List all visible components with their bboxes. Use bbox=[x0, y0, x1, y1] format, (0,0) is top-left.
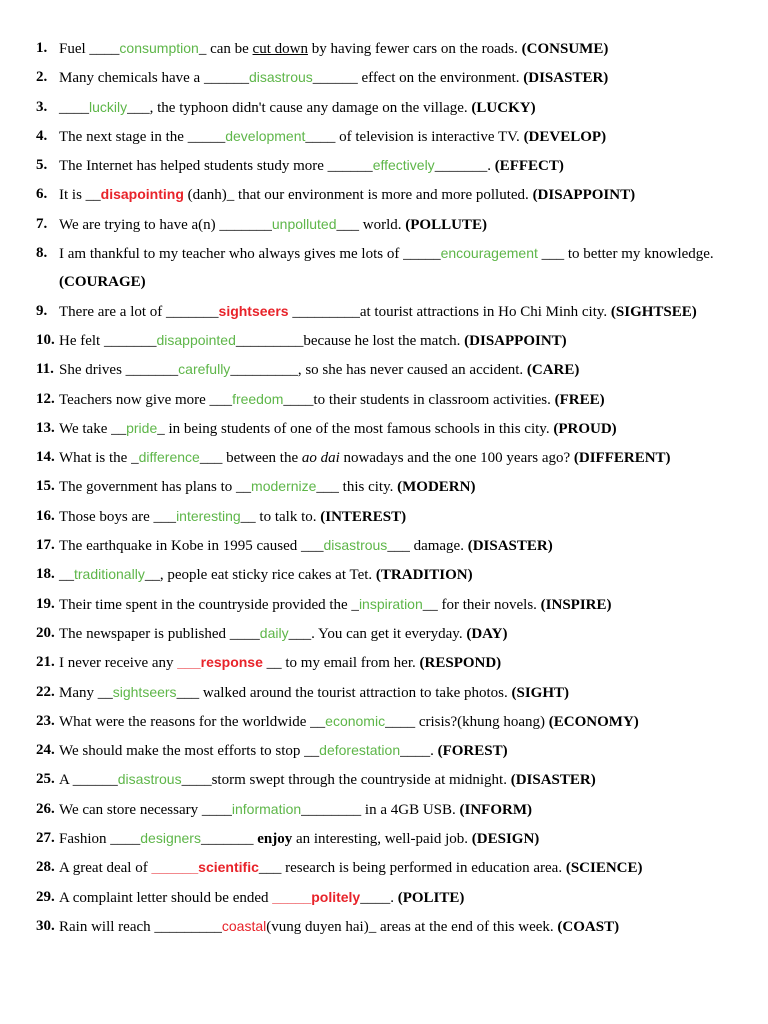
exercise-item bbox=[36, 34, 736, 63]
item-sentence bbox=[59, 912, 736, 941]
sentence-text: _ can be bbox=[198, 41, 253, 57]
item-number: 28. bbox=[36, 859, 55, 876]
word-hint: (COAST) bbox=[557, 918, 620, 935]
item-number: 11. bbox=[36, 361, 54, 378]
italic-text: ao dai bbox=[301, 450, 340, 467]
answer-text-red: ______scientific bbox=[151, 859, 259, 876]
sentence-text: _________, so she has never caused an accident. bbox=[230, 362, 527, 379]
item-sentence bbox=[59, 531, 736, 560]
answer-text: economic bbox=[325, 712, 386, 729]
answer-text: unpolluted bbox=[271, 215, 337, 232]
sentence-text: I am thankful to my teacher who always gives me lots of _____ bbox=[59, 246, 441, 263]
word-hint: (DISAPPOINT) bbox=[532, 187, 636, 204]
item-number: 10. bbox=[36, 331, 55, 348]
sentence-text: __ to talk to. bbox=[240, 508, 321, 525]
item-sentence bbox=[59, 502, 736, 531]
sentence-text: The next stage in the _____ bbox=[59, 128, 226, 145]
exercise-item bbox=[36, 414, 736, 443]
item-sentence bbox=[59, 326, 736, 355]
item-number: 15. bbox=[36, 478, 55, 495]
exercise-item bbox=[36, 472, 736, 501]
word-hint: (PROUD) bbox=[553, 420, 617, 437]
sentence-text: Fuel ____ bbox=[59, 41, 120, 57]
answer-text: effectively bbox=[372, 157, 435, 174]
exercise-item bbox=[36, 531, 736, 560]
exercise-item bbox=[36, 912, 736, 941]
sentence-text: ___ world. bbox=[336, 216, 406, 233]
sentence-text: an interesting, well-paid job. bbox=[292, 831, 472, 848]
answer-text: sightseers bbox=[112, 683, 177, 700]
item-number: 6. bbox=[36, 186, 48, 203]
exercise-item bbox=[36, 648, 736, 677]
item-number: 19. bbox=[36, 595, 55, 612]
bold-text: enjoy bbox=[257, 831, 293, 848]
exercise-item bbox=[36, 443, 736, 472]
sentence-text: ___ between the bbox=[199, 450, 302, 467]
sentence-text: Fashion ____ bbox=[59, 831, 141, 848]
item-number: 5. bbox=[36, 157, 48, 174]
sentence-text: ____ bbox=[59, 99, 89, 116]
sentence-text: __ bbox=[59, 567, 74, 584]
sentence-text: ____ crisis?(khung hoang) bbox=[385, 713, 549, 730]
sentence-text: by having fewer cars on the roads. bbox=[307, 41, 522, 57]
item-number: 17. bbox=[36, 537, 55, 554]
sentence-text: We can store necessary ____ bbox=[59, 801, 232, 818]
sentence-text: A ______ bbox=[59, 772, 118, 789]
item-number: 16. bbox=[36, 507, 55, 524]
word-hint: (INTEREST) bbox=[320, 508, 407, 525]
item-number: 23. bbox=[36, 712, 55, 729]
item-number: 1. bbox=[36, 40, 48, 56]
answer-text: consumption bbox=[119, 40, 199, 56]
item-number: 18. bbox=[36, 566, 55, 583]
sentence-text: ____ of television is interactive TV. bbox=[305, 128, 524, 145]
sentence-text: __, people eat sticky rice cakes at Tet. bbox=[144, 567, 376, 584]
exercise-item bbox=[36, 619, 736, 648]
answer-text: disastrous bbox=[248, 69, 313, 86]
sentence-text: ______ effect on the environment. bbox=[312, 70, 524, 87]
answer-text: encouragement bbox=[440, 245, 538, 262]
sentence-text: _________at tourist attractions in Ho Chi Minh city. bbox=[288, 303, 611, 320]
exercise-item bbox=[36, 824, 736, 853]
word-hint: (EFFECT) bbox=[494, 158, 564, 175]
item-sentence bbox=[59, 853, 736, 882]
word-hint: (DISAPPOINT) bbox=[464, 332, 567, 349]
word-hint: (RESPOND) bbox=[419, 655, 502, 672]
sentence-text: ____storm swept through the countryside at midnight. bbox=[181, 772, 511, 789]
item-number: 27. bbox=[36, 830, 55, 847]
item-sentence bbox=[59, 560, 736, 589]
sentence-text: ___ research is being performed in education area. bbox=[258, 860, 566, 877]
item-sentence bbox=[59, 472, 736, 501]
item-number: 13. bbox=[36, 419, 55, 436]
answer-text: carefully bbox=[178, 361, 231, 378]
exercise-item bbox=[36, 93, 736, 122]
sentence-text: (danh)_ that our environment is more and more polluted. bbox=[183, 187, 533, 204]
sentence-text: ____. bbox=[400, 743, 438, 760]
item-sentence bbox=[59, 34, 736, 63]
sentence-text: The earthquake in Kobe in 1995 caused ___ bbox=[59, 538, 324, 555]
sentence-text: ___ this city. bbox=[316, 479, 398, 496]
sentence-text: __ for their novels. bbox=[422, 596, 541, 613]
word-hint: (DISASTER) bbox=[523, 70, 609, 87]
sentence-text: The government has plans to __ bbox=[59, 479, 252, 496]
sentence-text: _______. bbox=[434, 158, 495, 175]
sentence-text: We should make the most efforts to stop __ bbox=[59, 743, 320, 760]
exercise-item bbox=[36, 853, 736, 882]
answer-text-red: disapointing bbox=[100, 186, 184, 203]
exercise-item bbox=[36, 180, 736, 209]
answer-text: daily bbox=[259, 624, 289, 641]
item-sentence bbox=[59, 151, 736, 180]
word-hint: (ECONOMY) bbox=[548, 713, 639, 730]
word-hint: (FOREST) bbox=[437, 743, 508, 760]
item-sentence bbox=[59, 736, 736, 765]
answer-text: traditionally bbox=[74, 566, 145, 583]
sentence-text: I never receive any bbox=[59, 655, 178, 672]
item-sentence bbox=[59, 648, 736, 677]
exercise-item bbox=[36, 385, 736, 414]
sentence-text: Many chemicals have a ______ bbox=[59, 70, 249, 87]
item-sentence bbox=[59, 180, 736, 209]
exercise-item bbox=[36, 326, 736, 355]
sentence-text: Their time spent in the countryside provided the _ bbox=[59, 596, 359, 613]
answer-text-red: coastal bbox=[221, 917, 267, 934]
sentence-text: She drives _______ bbox=[59, 362, 179, 379]
item-sentence bbox=[59, 824, 736, 853]
word-hint: (DAY) bbox=[466, 625, 508, 642]
sentence-text: It is __ bbox=[59, 187, 101, 204]
item-number: 9. bbox=[36, 302, 48, 319]
exercise-item bbox=[36, 883, 736, 912]
sentence-text: We take __ bbox=[59, 420, 127, 437]
sentence-text: A complaint letter should be ended bbox=[59, 889, 273, 906]
item-sentence bbox=[59, 795, 736, 824]
answer-text: designers bbox=[140, 830, 201, 847]
answer-text: disastrous bbox=[323, 537, 388, 554]
exercise-item bbox=[36, 355, 736, 384]
item-sentence bbox=[59, 122, 736, 151]
item-sentence bbox=[59, 619, 736, 648]
item-sentence bbox=[59, 355, 736, 384]
sentence-text: _ in being students of one of the most famous schools in this city. bbox=[157, 420, 554, 437]
sentence-text: Those boys are ___ bbox=[59, 508, 177, 525]
word-hint: (SIGHT) bbox=[511, 684, 569, 701]
item-number: 7. bbox=[36, 215, 48, 232]
exercise-item bbox=[36, 765, 736, 794]
item-sentence bbox=[59, 590, 736, 619]
item-number: 26. bbox=[36, 800, 55, 817]
sentence-text: We are trying to have a(n) _______ bbox=[59, 216, 272, 233]
item-sentence bbox=[59, 93, 736, 122]
exercise-item bbox=[36, 122, 736, 151]
item-sentence bbox=[59, 63, 736, 92]
answer-text: disappointed bbox=[156, 331, 236, 348]
sentence-text: _______ bbox=[200, 831, 258, 848]
word-hint: (POLLUTE) bbox=[405, 216, 487, 233]
sentence-text: The newspaper is published ____ bbox=[59, 625, 260, 642]
item-sentence bbox=[59, 765, 736, 794]
item-number: 14. bbox=[36, 449, 55, 466]
item-sentence bbox=[59, 210, 736, 239]
item-sentence bbox=[59, 297, 736, 326]
answer-text: information bbox=[231, 800, 302, 817]
answer-text: freedom bbox=[232, 390, 284, 407]
exercise-item bbox=[36, 707, 736, 736]
sentence-text: The Internet has helped students study more ______ bbox=[59, 158, 373, 175]
exercise-item bbox=[36, 210, 736, 239]
answer-text: interesting bbox=[176, 507, 241, 524]
answer-text-red: _____politely bbox=[272, 888, 361, 905]
sentence-text: _________because he lost the match. bbox=[235, 332, 465, 349]
exercise-item bbox=[36, 297, 736, 326]
item-number: 24. bbox=[36, 742, 55, 759]
item-number: 3. bbox=[36, 98, 48, 115]
item-number: 2. bbox=[36, 69, 48, 86]
item-sentence bbox=[59, 414, 736, 443]
sentence-text: Many __ bbox=[59, 684, 113, 701]
word-hint: (LUCKY) bbox=[471, 99, 536, 116]
word-hint: (FREE) bbox=[554, 391, 605, 408]
exercise-item bbox=[36, 795, 736, 824]
sentence-text: ___, the typhoon didn't cause any damage on the village. bbox=[127, 99, 472, 116]
exercise-item bbox=[36, 151, 736, 180]
sentence-text: Rain will reach _________ bbox=[59, 918, 222, 935]
item-sentence bbox=[59, 443, 736, 472]
item-number: 20. bbox=[36, 624, 55, 641]
exercise-item bbox=[36, 63, 736, 92]
word-hint: (CARE) bbox=[526, 362, 580, 379]
word-hint: (INSPIRE) bbox=[540, 596, 612, 613]
exercise-item bbox=[36, 678, 736, 707]
exercise-item bbox=[36, 560, 736, 589]
word-hint: (DISASTER) bbox=[510, 772, 596, 789]
word-hint: (TRADITION) bbox=[375, 567, 473, 584]
item-number: 30. bbox=[36, 917, 55, 934]
exercise-item bbox=[36, 502, 736, 531]
exercise-item bbox=[36, 239, 736, 297]
word-hint: (MODERN) bbox=[397, 479, 476, 496]
answer-text: development bbox=[225, 127, 306, 144]
answer-text: modernize bbox=[251, 478, 317, 495]
sentence-text: ____. bbox=[360, 889, 398, 906]
answer-text: disastrous bbox=[117, 771, 182, 788]
word-hint: (DIFFERENT) bbox=[573, 450, 671, 467]
answer-text: pride bbox=[126, 419, 158, 436]
sentence-text: (vung duyen hai)_ areas at the end of this week. bbox=[266, 918, 558, 935]
item-sentence bbox=[59, 678, 736, 707]
answer-text: difference bbox=[138, 449, 200, 466]
exercise-item bbox=[36, 590, 736, 619]
sentence-text: What is the _ bbox=[59, 450, 139, 467]
answer-text: luckily bbox=[89, 98, 128, 115]
sentence-text: ____to their students in classroom activities. bbox=[283, 391, 555, 408]
answer-text-red: ___response bbox=[177, 654, 263, 671]
sentence-text: What were the reasons for the worldwide __ bbox=[59, 713, 326, 730]
sentence-text: ___ to better my knowledge. bbox=[537, 246, 714, 263]
item-number: 21. bbox=[36, 654, 55, 671]
sentence-text: ___ damage. bbox=[387, 538, 468, 555]
item-number: 29. bbox=[36, 888, 55, 905]
sentence-text: nowadays and the one 100 years ago? bbox=[339, 450, 574, 467]
item-number: 4. bbox=[36, 127, 48, 144]
word-hint: (POLITE) bbox=[397, 889, 465, 906]
exercise-item bbox=[36, 736, 736, 765]
word-hint: (INFORM) bbox=[459, 801, 532, 818]
sentence-text: Teachers now give more ___ bbox=[59, 391, 233, 408]
answer-text: inspiration bbox=[358, 595, 423, 612]
sentence-text: He felt _______ bbox=[59, 332, 157, 349]
item-sentence bbox=[59, 707, 736, 736]
sentence-text: ________ in a 4GB USB. bbox=[301, 801, 460, 818]
item-number: 25. bbox=[36, 771, 55, 788]
underlined-text: cut down bbox=[252, 41, 308, 57]
word-hint: (CONSUME) bbox=[521, 41, 609, 57]
answer-text: deforestation bbox=[319, 742, 401, 759]
sentence-text: There are a lot of _______ bbox=[59, 303, 219, 320]
item-number: 8. bbox=[36, 245, 48, 262]
item-sentence bbox=[59, 385, 736, 414]
item-number: 22. bbox=[36, 683, 55, 700]
word-hint: (DISASTER) bbox=[467, 538, 553, 555]
item-number: 12. bbox=[36, 390, 55, 407]
word-hint: (DEVELOP) bbox=[523, 128, 607, 145]
sentence-text: ___ walked around the tourist attraction to take photos. bbox=[176, 684, 512, 701]
word-hint: (COURAGE) bbox=[59, 274, 146, 291]
sentence-text: A great deal of bbox=[59, 860, 152, 877]
item-sentence bbox=[59, 239, 736, 297]
sentence-text: __ to my email from her. bbox=[262, 655, 420, 672]
word-hint: (SIGHTSEE) bbox=[610, 303, 697, 320]
word-hint: (DESIGN) bbox=[471, 831, 540, 848]
sentence-text: ___. You can get it everyday. bbox=[288, 625, 467, 642]
item-sentence bbox=[59, 883, 736, 912]
word-hint: (SCIENCE) bbox=[565, 860, 643, 877]
answer-text-red: sightseers bbox=[218, 302, 289, 319]
